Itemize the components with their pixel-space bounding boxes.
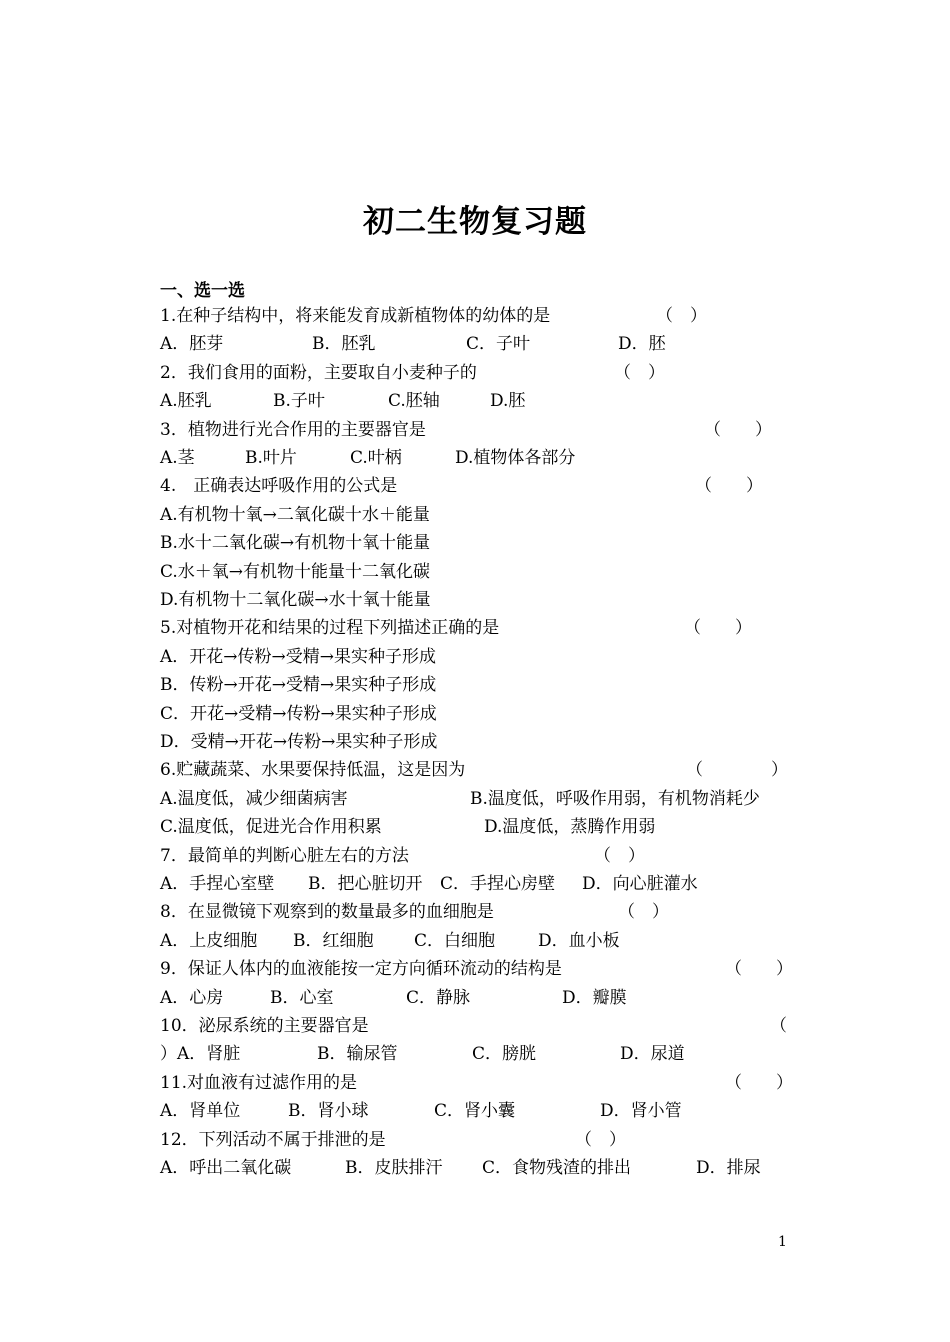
question-text: D．血小板	[538, 930, 620, 951]
question-text: B．传粉→开花→受精→果实种子形成	[160, 675, 437, 696]
question-text: B．心室	[270, 987, 334, 1008]
question-text: C．膀胱	[472, 1044, 537, 1065]
question-text: D.植物体各部分	[455, 448, 576, 468]
question-text: A．手捏心室壁	[160, 874, 275, 894]
answer-blank: （ ）	[594, 845, 645, 866]
question-text: A.胚乳	[160, 391, 212, 412]
question-text: C．肾小囊	[434, 1101, 516, 1122]
question-text: B．肾小球	[288, 1101, 369, 1122]
question-text: 1.在种子结构中，将来能发育成新植物体的幼体的是	[160, 306, 551, 326]
answer-blank: （ ）	[704, 419, 772, 440]
question-text: A.茎	[160, 448, 195, 468]
question-text: C．静脉	[406, 987, 471, 1008]
question-text: D.胚	[490, 391, 526, 412]
answer-blank: （ ）	[618, 902, 669, 923]
question-text: 5.对植物开花和结果的过程下列描述正确的是	[160, 618, 500, 639]
question-text: 3．植物进行光合作用的主要器官是	[160, 419, 426, 440]
question-text: B.叶片	[245, 448, 297, 468]
question-text: C．开花→受精→传粉→果实种子形成	[160, 703, 437, 724]
question-text: D．尿道	[620, 1044, 685, 1065]
question-text: 7．最简单的判断心脏左右的方法	[160, 845, 409, 866]
question-text: 12．下列活动不属于排泄的是	[160, 1129, 386, 1150]
question-text: B．皮肤排汗	[345, 1158, 443, 1178]
question-text: B.水十二氧化碳→有机物十氧十能量	[160, 533, 431, 554]
question-text: 6.贮藏蔬菜、水果要保持低温，这是因为	[160, 760, 466, 781]
page-title: 初二生物复习题	[363, 204, 587, 240]
question-text: D.有机物十二氧化碳→水十氧十能量	[160, 590, 431, 610]
question-text: A．肾单位	[160, 1101, 241, 1122]
question-text: B．红细胞	[293, 930, 374, 951]
question-text: B．输尿管	[317, 1044, 398, 1065]
question-text: D．排尿	[696, 1158, 761, 1178]
question-text: C.叶柄	[350, 448, 402, 468]
answer-blank: （ ）	[695, 476, 763, 497]
question-text: 8．在显微镜下观察到的数量最多的血细胞是	[160, 902, 494, 923]
question-text: ）A．肾脏	[160, 1044, 241, 1065]
question-text: C.胚轴	[388, 391, 440, 412]
question-text: C．子叶	[466, 334, 531, 355]
question-text: B.子叶	[273, 391, 325, 412]
answer-blank: （ ）	[686, 760, 788, 781]
question-text: 9．保证人体内的血液能按一定方向循环流动的结构是	[160, 959, 562, 980]
question-text: A．开花→传粉→受精→果实种子形成	[160, 646, 437, 667]
question-text: 4. 正确表达呼吸作用的公式是	[160, 476, 398, 497]
answer-blank: （	[770, 1016, 787, 1036]
question-text: A.温度低，减少细菌病害	[160, 788, 348, 809]
page-number: 1	[778, 1234, 787, 1250]
question-text: C．手捏心房壁	[440, 874, 556, 894]
question-text: C．食物残渣的排出	[482, 1158, 632, 1178]
question-text: A.有机物十氧→二氧化碳十水＋能量	[160, 504, 430, 525]
question-text: D.温度低，蒸腾作用弱	[484, 817, 656, 838]
answer-blank: （ ）	[656, 306, 707, 326]
question-text: D．肾小管	[600, 1101, 682, 1122]
question-text: C.水＋氧→有机物十能量十二氧化碳	[160, 561, 431, 582]
answer-blank: （ ）	[575, 1129, 626, 1150]
answer-blank: （ ）	[684, 618, 752, 639]
question-text: A．胚芽	[160, 334, 224, 355]
question-text: 2．我们食用的面粉，主要取自小麦种子的	[160, 362, 477, 383]
question-text: C．白细胞	[414, 930, 496, 951]
question-text: C.温度低，促进光合作用积累	[160, 817, 382, 838]
question-text: A．上皮细胞	[160, 930, 258, 951]
question-text: 11.对血液有过滤作用的是	[160, 1072, 358, 1093]
section-heading: 一、选一选	[160, 281, 245, 301]
question-text: 10．泌尿系统的主要器官是	[160, 1016, 369, 1036]
question-text: B．胚乳	[312, 334, 376, 355]
question-text: A．心房	[160, 987, 224, 1008]
question-text: D．瓣膜	[562, 987, 627, 1008]
question-text: B．把心脏切开	[308, 874, 423, 894]
question-text: B.温度低，呼吸作用弱，有机物消耗少	[470, 788, 760, 809]
answer-blank: （ ）	[614, 362, 665, 383]
question-text: A．呼出二氧化碳	[160, 1158, 292, 1178]
question-text: D．向心脏灌水	[582, 874, 698, 894]
answer-blank: （ ）	[725, 1072, 793, 1093]
answer-blank: （ ）	[725, 959, 793, 980]
question-text: D．胚	[618, 334, 666, 355]
question-text: D．受精→开花→传粉→果实种子形成	[160, 732, 438, 752]
